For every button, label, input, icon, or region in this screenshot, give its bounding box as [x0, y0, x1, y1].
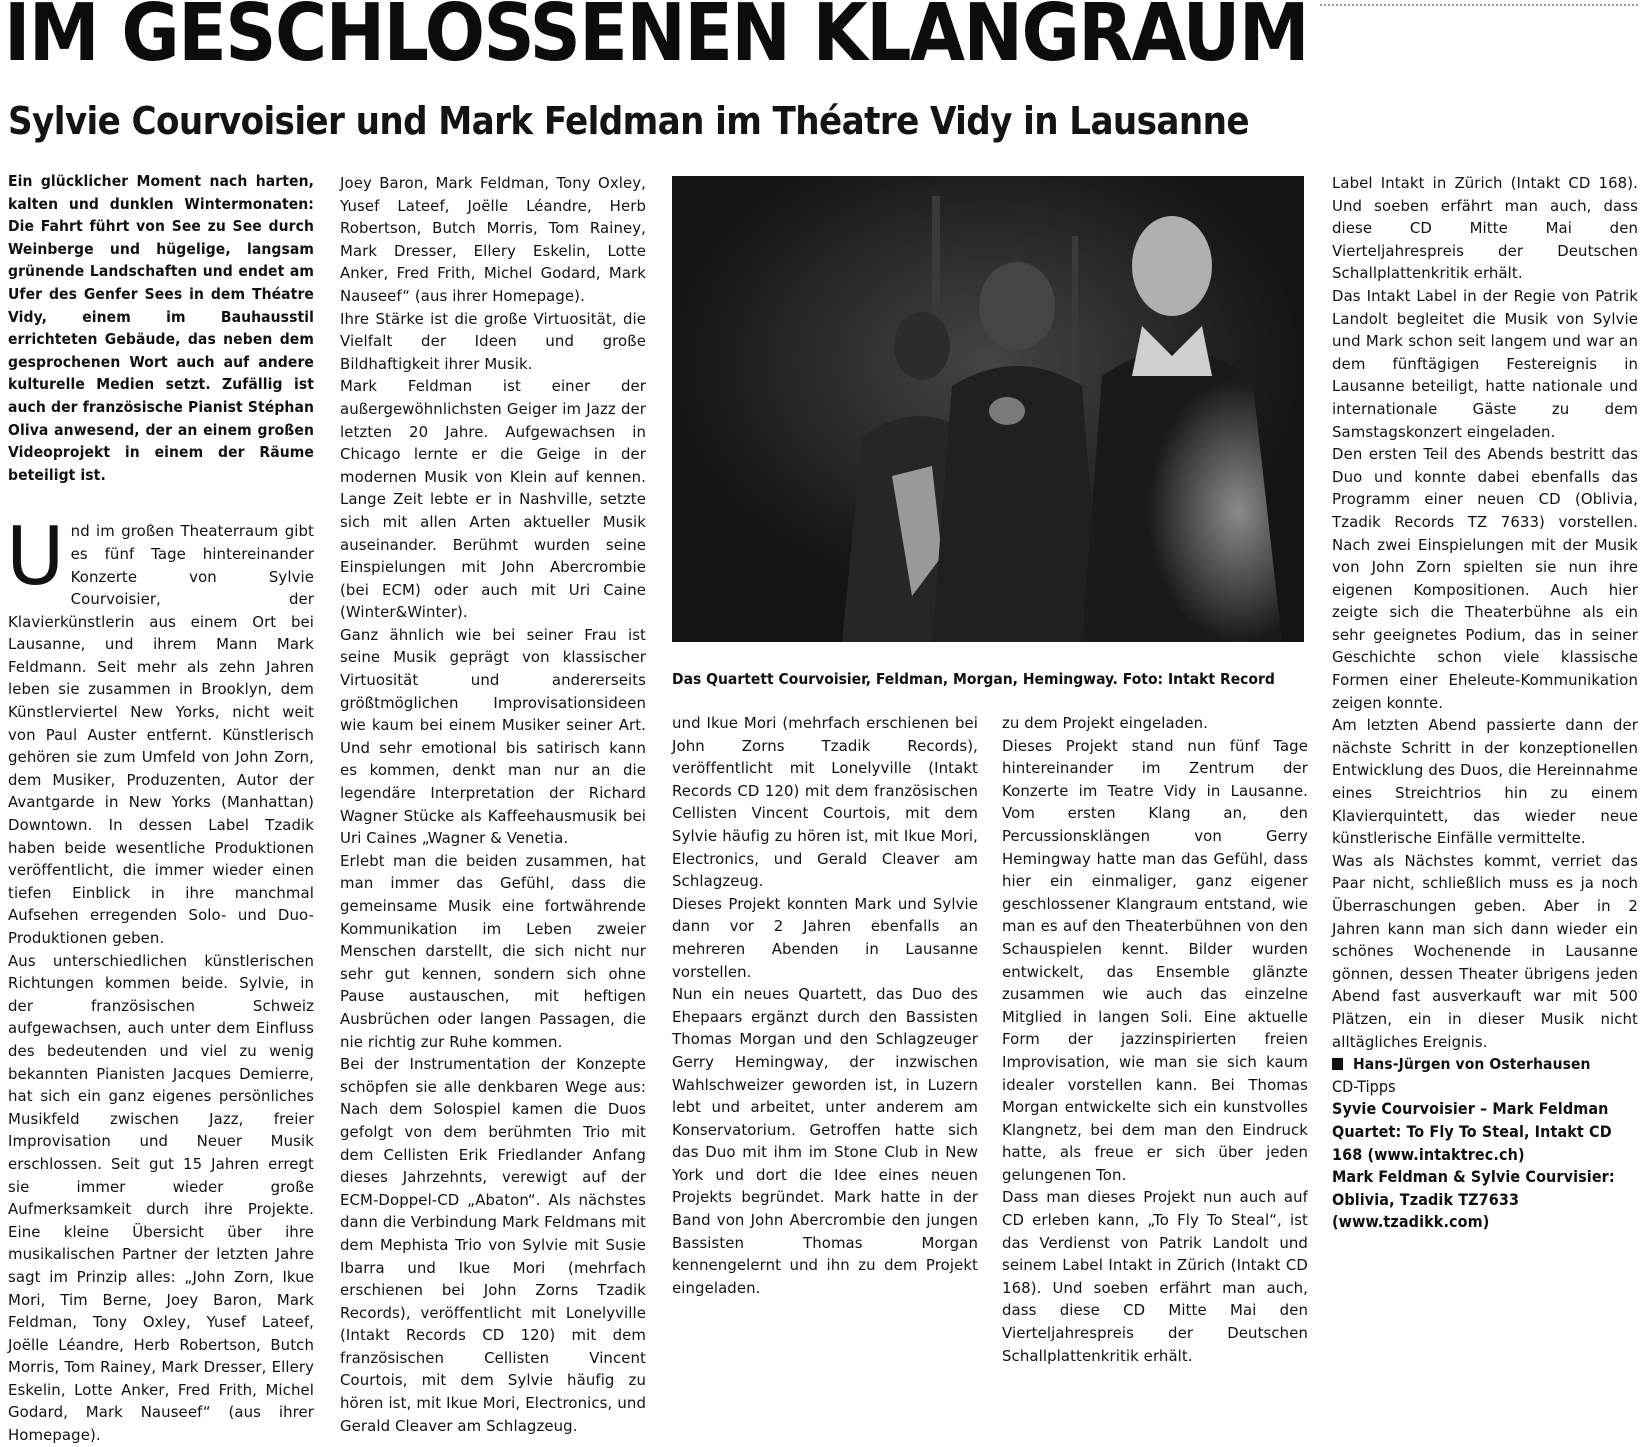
- body-paragraph-10-cont: zu dem Projekt eingeladen.: [1002, 714, 1208, 732]
- body-paragraph-14: Den ersten Teil des Abends bestritt das Duo und konnte dabei ebenfalls das Programm einer neuen CD (Oblivia, Tzadik Records TZ 7633) vorstellen. Nach zwei Einspielungen mit der Musik von John Zorn spielten sie nun ihre eigenen Kompositionen. Auch hier zeigte sich die Theaterbühne als ein sehr geeignetes Podium, das in seiner Geschichte schon viele klassische Formen einer Eheleute-Kommunikation zeigen konnte.: [1332, 445, 1638, 712]
- subheadline: Sylvie Courvoisier und Mark Feldman im Théatre Vidy in Lausanne: [8, 99, 1249, 143]
- column-4: [1002, 712, 1308, 1365]
- body-paragraph-2: Aus unterschiedlichen künstlerischen Richtungen kommen beide. Sylvie, in der französischen Schweiz aufgewachsen, auch unter dem Einfluss des bedeutenden und viel zu wenig bekannten Pianisten Jacques Demierre, hat sich ein ganz eigenes persönliches Musikfeld zwischen Jazz, freier Improvisation und Neuer Musik erschlossen. Seit gut 15 Jahren erregt sie immer wieder große Aufmerksamkeit durch ihre Projekte. Eine kleine Übersicht über ihre musikalischen Partner der letzten Jahre sagt im Prinzip alles: „John Zorn, Ikue Mori, Tim Berne, Joey Baron, Mark Feldman, Tony Oxley, Yusef Lateef, Joëlle Léandre, Herb Robertson, Butch Morris, Tom Rainey, Mark Dresser, Ellery Eskelin, Lotte Anker, Fred Frith, Michel Godard, Mark Nauseef“ (aus ihrer Homepage).: [8, 951, 314, 1445]
- body-paragraph-10: Nun ein neues Quartett, das Duo des Ehepaars ergänzt durch den Bassisten Thomas Morgan und den Schlagzeuger Gerry Hemingway, der inzwischen Wahlschweizer geworden ist, in Luzern lebt und arbeitet, unter anderem am Konservatorium. Getroffen hatte sich das Duo mit ihm im Stone Club in New York und dort die Idee eines neuen Projekts begründet. Mark hatte in der Band von John Abercrombie den jungen Bassisten Thomas Morgan kennengelernt und ihn zu dem Projekt eingeladen.: [672, 985, 978, 1297]
- cd-tips-heading: CD-Tipps: [1332, 1076, 1396, 1096]
- body-paragraph-5: Ganz ähnlich wie bei seiner Frau ist seine Musik geprägt von klassischer Virtuosität und andererseits größtmöglichen Improvisationsideen wie kaum bei einem Musiker seiner Art. Und sehr emotional bis satirisch kann es kommen, denkt man nur an die legendäre Interpretation der Richard Wagner Stücke als Kaffeehausmusik bei Uri Caines „Wagner & Venetia.: [340, 625, 646, 848]
- lead-paragraph: Ein glücklicher Moment nach harten, kalten und dunklen Wintermonaten: Die Fahrt führt von See zu See durch Weinberge und hügelige, langsam grünende Landschaften und endet am Ufer des Genfer Sees in dem Théatre Vidy, einem im Bauhausstil errichteten Gebäude, das neben dem gesprochenen Wort auch auf andere kulturelle Medien setzt. Zufällig ist auch der französische Pianist Stéphan Oliva anwesend, der an einem großen Videoprojekt in einem der Räume beteiligt ist.: [8, 172, 314, 484]
- author-square-icon: [1332, 1058, 1343, 1070]
- cd-tip-1: Syvie Courvoisier – Mark Feldman Quartet: To Fly To Steal, Intakt CD 168 (www.intaktrec.ch): [1332, 1099, 1612, 1164]
- body-paragraph-8-cont: und Ikue Mori (mehrfach erschienen bei John Zorns Tzadik Records), veröffentlicht mit Lonelyville (Intakt Records CD 120) mit dem französischen Cellisten Vincent Courtois, mit dem Sylvie häufig zu hören ist, mit Ikue Mori, Electronics, und Gerald Cleaver am Schlagzeug.: [672, 714, 978, 891]
- header-rule: [1320, 4, 1638, 6]
- body-paragraph-9: Dieses Projekt konnten Mark und Sylvie dann vor 2 Jahren ebenfalls an mehreren Abenden in Lausanne vorstellen.: [672, 894, 978, 981]
- column-1: [6, 170, 314, 1445]
- body-paragraph-2-cont: Joey Baron, Mark Feldman, Tony Oxley, Yusef Lateef, Joëlle Léandre, Herb Robertson, Butch Morris, Tom Rainey, Mark Dresser, Ellery Eskelin, Lotte Anker, Fred Frith, Michel Godard, Mark Nauseef“ (aus ihrer Homepage).: [340, 174, 646, 305]
- body-paragraph-7: Bei der Instrumentation der Konzepte schöpfen sie alle denkbaren Wege aus: Nach dem Solospiel kamen die Duos gefolgt von dem berühmten Trio mit dem Cellisten Erik Friedlander Anfang dieses Jahrzehnts, verewigt auf der ECM-Doppel-CD „Abaton“. Als nächstes dann die Verbindung Mark Feldmans mit dem Mephista Trio von Sylvie mit Susie Ibarra und Ikue Mori (mehrfach erschienen bei John Zorns Tzadik Records), veröffentlicht mit Lonelyville (Intakt Records CD 120) mit dem französischen Cellisten Vincent Courtois, mit dem Sylvie häufig zu hören ist, mit Ikue Mori, Electronics, und Gerald Cleaver am Schlagzeug.: [340, 1055, 646, 1435]
- body-paragraph-1: Und im großen Theaterraum gibt es fünf Tage hintereinander Konzerte von Sylvie Courvoisier, der Klavierkünstlerin aus einem Ort bei Lausanne, und ihrem Mann Mark Feldmann. Seit mehr als zehn Jahren leben sie zusammen in Brooklyn, dem Künstlerviertel New Yorks, nicht weit von Paul Auster entfernt. Künstlerisch gehören sie zum Umfeld von John Zorn, dem Musiker, Produzenten, Autor der Avantgarde in New Yorks (Manhattan) Downtown. In dessen Label Tzadik haben beide wesentliche Produktionen veröffentlicht, die immer wieder einen tiefen Einblick in ihre manchmal Aufsehen erregenden Solo- und Duo-Produktionen geben.: [6, 510, 314, 947]
- body-paragraph-13: Das Intakt Label in der Regie von Patrik Landolt begleitet die Musik von Sylvie und Mark schon seit langem und war an dem fünftägigen Festereignis in Lausanne beteiligt, hatte nationale und internationale Gäste zu dem Samstagskonzert eingeladen.: [1332, 286, 1638, 441]
- body-paragraph-6: Erlebt man die beiden zusammen, hat man immer das Gefühl, dass die gemeinsame Musik eine fortwährende Kommunikation im Leben zweier Menschen darstellt, die sich nicht nur sehr gut kennen, sondern sich ohne Pause austauschen, mit heftigen Ausbrüchen oder langen Passagen, die nie richtig zur Ruhe kommen.: [340, 851, 646, 1051]
- headline: IM GESCHLOSSENEN KLANGRAUM: [4, 0, 1309, 79]
- photo-caption: Das Quartett Courvoisier, Feldman, Morgan, Hemingway. Foto: Intakt Record: [672, 670, 1275, 688]
- concert-photo: [672, 176, 1304, 642]
- body-paragraph-4: Mark Feldman ist einer der außergewöhnlichsten Geiger im Jazz der letzten 20 Jahre. Aufgewachsen in Chicago lernte er die Geige in der modernen Musik von Klein auf kennen. Lange Zeit lebte er in Nashville, setzte sich mit allen Arten aktueller Musik auseinander. Berühmt wurden seine Einspielungen mit John Abercrombie (bei ECM) oder auch mit Uri Caine (Winter&Winter).: [340, 377, 646, 622]
- body-paragraph-16: Was als Nächstes kommt, verriet das Paar nicht, schließlich muss es ja noch Überraschungen geben. Aber in 2 Jahren kann man sich dann wieder ein schönes Wochenende in Lausanne gönnen, dessen Theater übrigens jeden Abend fast ausverkauft war mit 500 Plätzen, ein in dieser Musik nicht alltägliches Ereignis.: [1332, 851, 1638, 1051]
- author-name: Hans-Jürgen von Osterhausen: [1353, 1055, 1591, 1074]
- cd-tip-2: Mark Feldman & Sylvie Courvisier: Oblivia, Tzadik TZ7633 (www.tzadikk.com): [1332, 1167, 1615, 1232]
- body-paragraph-11: Dieses Projekt stand nun fünf Tage hintereinander im Zentrum der Konzerte im Teatre Vidy in Lausanne. Vom ersten Klang an, den Percussionsklängen von Gerry Hemingway hatte man das Gefühl, dass hier ein einmaliger, ganz eigener geschlossener Klangraum entstand, wie man es auf den Theaterbühnen von den Schauspielen kennt. Bilder wurden entwickelt, das Ensemble glänzte zusammen wie auch das einzelne Mitglied in langen Soli. Eine aktuelle Form der jazzinspirierten freien Improvisation, wie man sie sich kaum idealer vorstellen kann. Bei Thomas Morgan entwickelte sich ein kunstvolles Klangnetz, bei dem man den Eindruck hatte, als freue er sich über jeden gelungenen Ton.: [1002, 736, 1308, 1184]
- body-paragraph-12: Dass man dieses Projekt nun auch auf CD erleben kann, „To Fly To Steal“, ist das Verdienst von Patrik Landolt und seinem Label Intakt in Zürich (Intakt CD 168). Und soeben erfährt man auch, dass diese CD Mitte Mai den Vierteljahrespreis der Deutschen Schallplattenkritik erhält.: [1002, 1188, 1308, 1365]
- column-2: [340, 172, 646, 1435]
- author-line: [1332, 1053, 1638, 1076]
- drop-cap: U: [6, 510, 65, 604]
- body-paragraph-3: Ihre Stärke ist die große Virtuosität, die Vielfalt der Ideen und große Bildhaftigkeit ihrer Musik.: [340, 309, 646, 373]
- body-paragraph-15: Am letzten Abend passierte dann der nächste Schritt in der konzeptionellen Entwicklung des Duos, die Hereinnahme eines Streichtrios hin zu einem Klavierquintett, das wieder neue künstlerische Einfälle vermittelte.: [1332, 716, 1638, 848]
- body-paragraph-12-cont: Label Intakt in Zürich (Intakt CD 168). Und soeben erfährt man auch, dass diese CD Mitte Mai den Vierteljahrespreis der Deutschen Schallplattenkritik erhält.: [1332, 174, 1638, 283]
- column-3: [672, 712, 978, 1297]
- column-5: [1332, 172, 1638, 1232]
